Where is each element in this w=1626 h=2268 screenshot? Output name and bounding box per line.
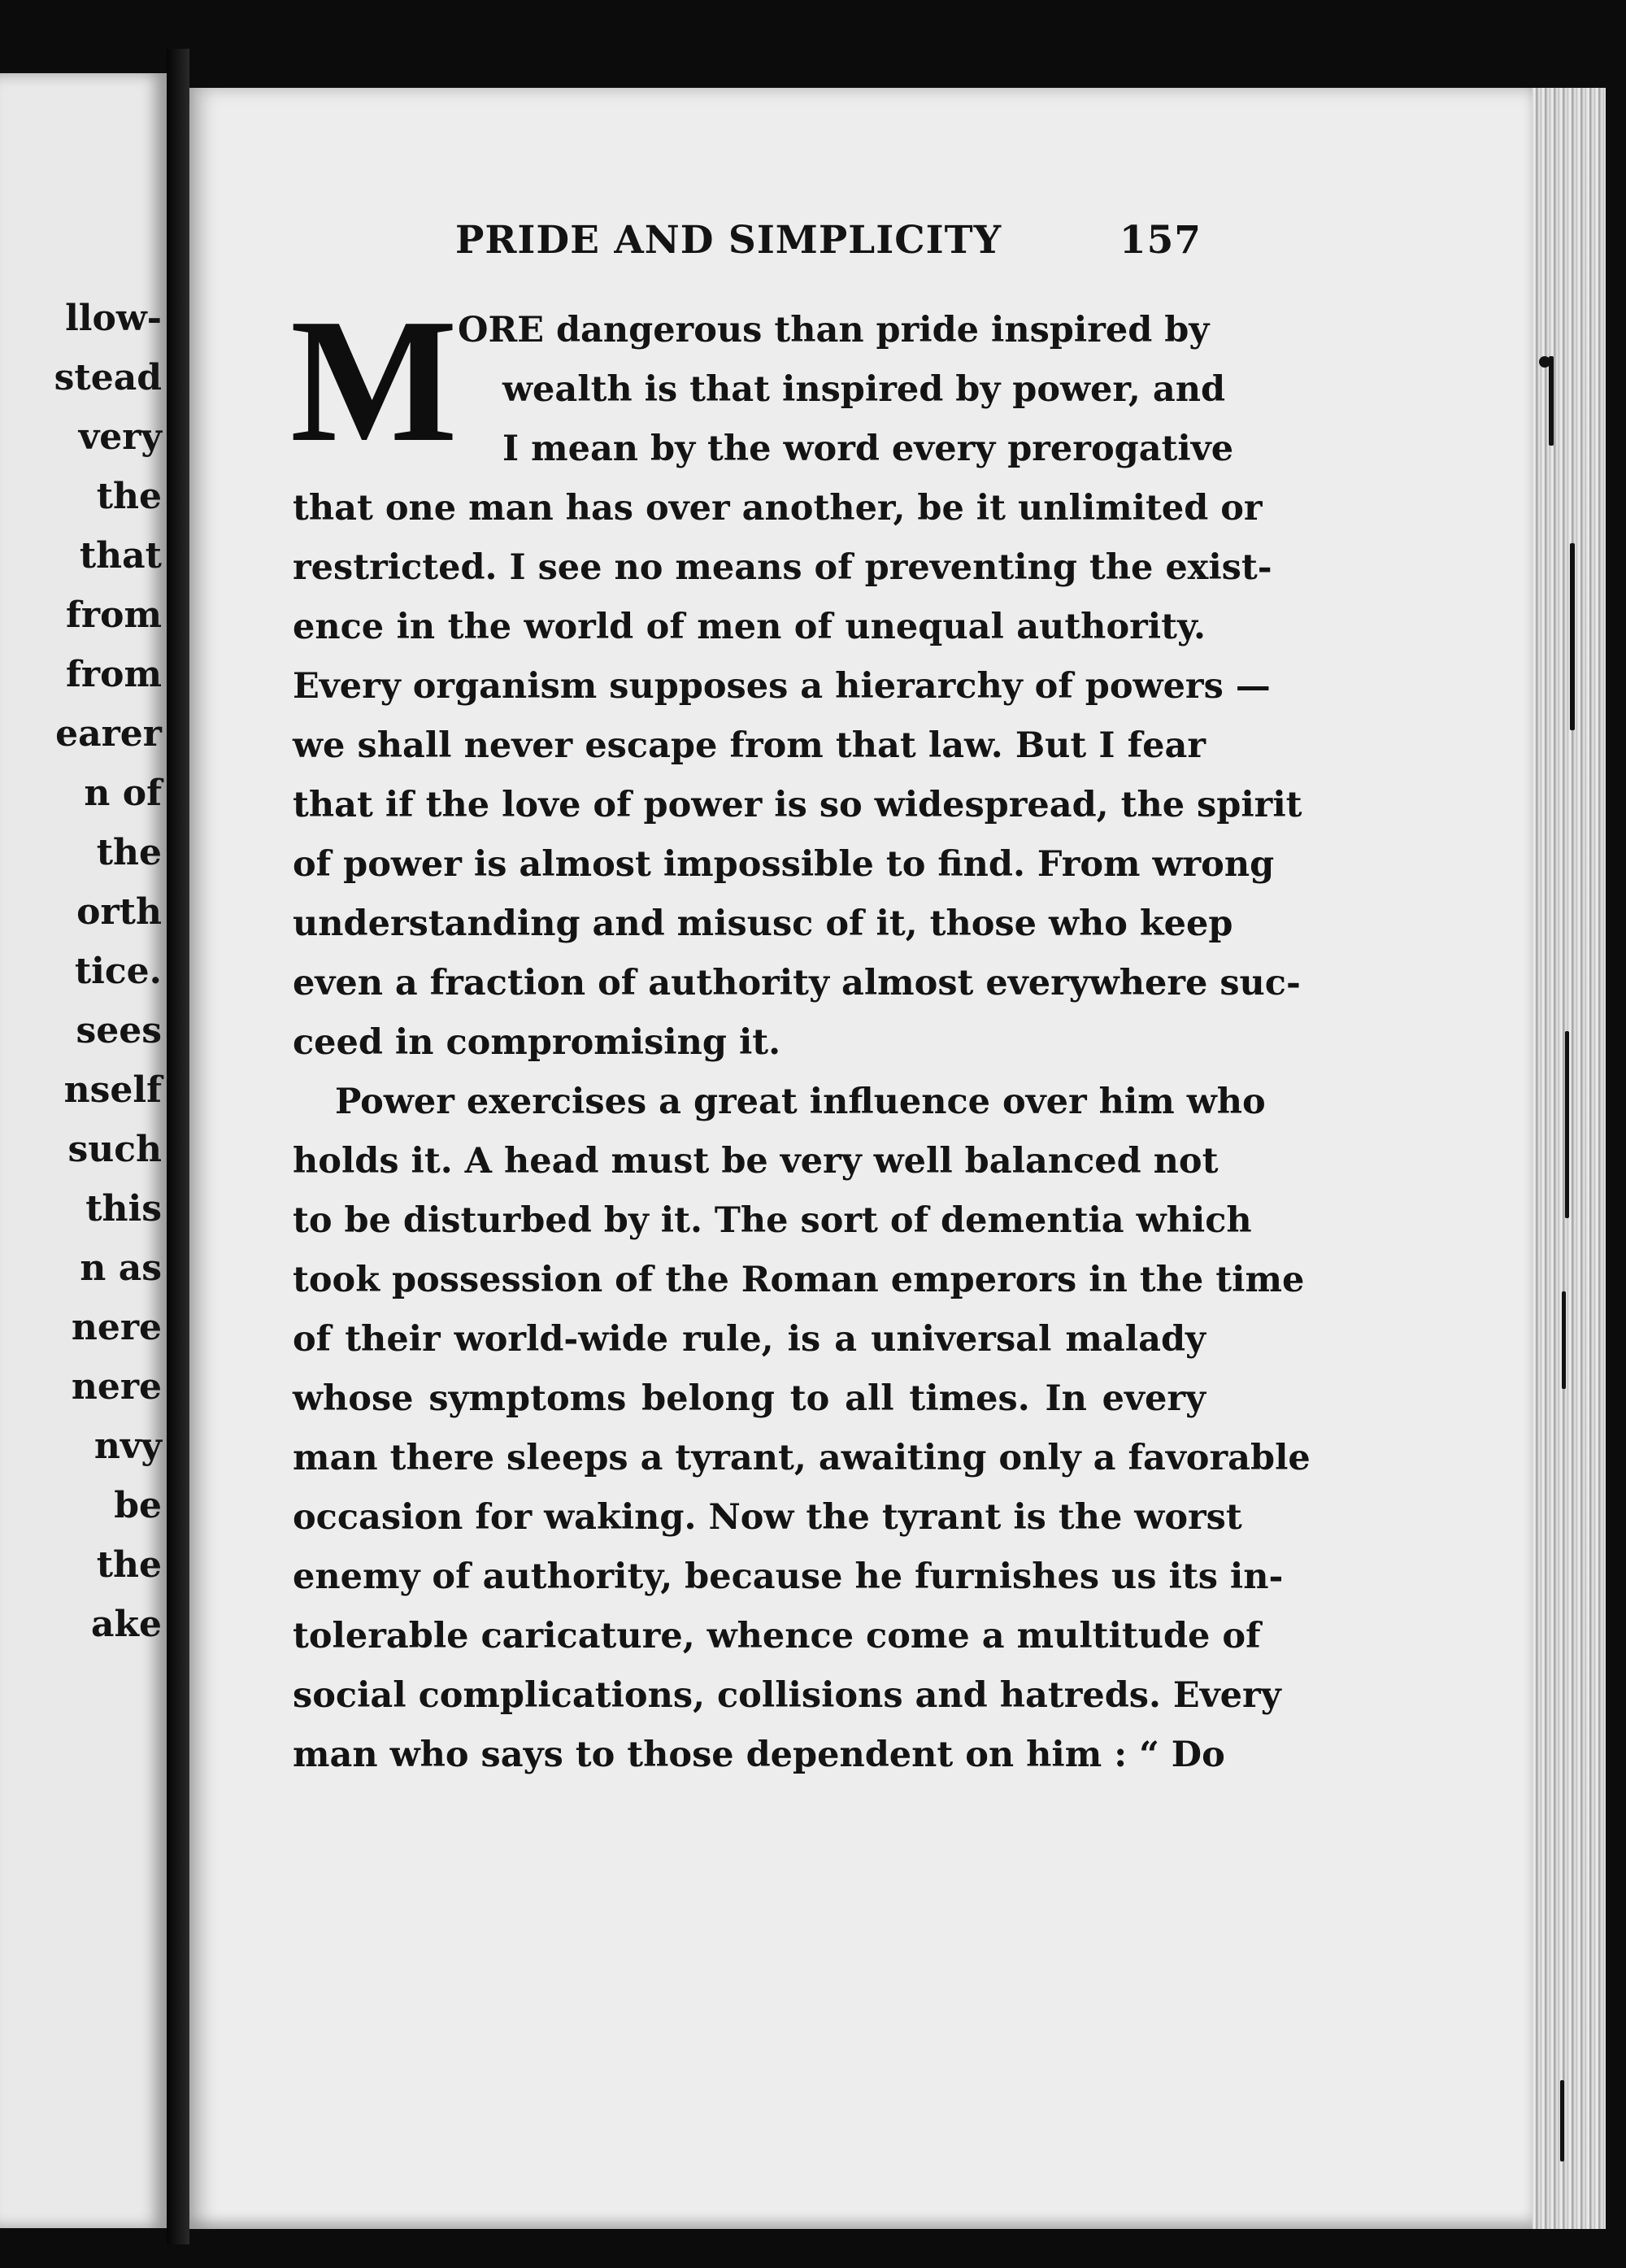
left-page-line: earer (55, 713, 162, 755)
left-page-line: such (67, 1129, 162, 1170)
left-page-line: sees (76, 1010, 162, 1051)
text-line: understanding and misusc of it, those who keep (293, 903, 1233, 944)
text-line: Power exercises a great influence over him who (335, 1082, 1266, 1122)
left-page-line: stead (54, 357, 162, 398)
left-page-line: n of (84, 773, 162, 814)
text-line: man who says to those dependent on him : “ Do (293, 1735, 1225, 1775)
left-page-line: the (96, 1544, 162, 1586)
text-line: to be disturbed by it. The sort of dementia which (293, 1200, 1252, 1241)
text-line: enemy of authority, because he furnishes us its in- (293, 1556, 1284, 1597)
left-page-line: nvy (93, 1426, 162, 1467)
text-line: whose symptoms belong to all times. In every (293, 1378, 1206, 1419)
text-line: that if the love of power is so widespread, the spirit (293, 785, 1302, 825)
left-page-line: tice. (74, 951, 162, 992)
text-line: ceed in compromising it. (293, 1022, 781, 1063)
left-page-line: the (96, 476, 162, 517)
left-page-line: llow- (65, 298, 162, 339)
text-line: even a fraction of authority almost everywhere suc- (293, 963, 1301, 1003)
left-page-line: nere (71, 1366, 162, 1408)
left-page-line: n as (80, 1247, 162, 1289)
left-page-line: that (79, 535, 162, 577)
text-line: man there sleeps a tyrant, awaiting only a favorable (293, 1438, 1311, 1478)
text-line: ORE dangerous than pride inspired by (458, 310, 1210, 350)
running-title: PRIDE AND SIMPLICITY (455, 218, 1002, 263)
left-page-line: nself (63, 1069, 162, 1111)
text-line: of their world-wide rule, is a universal malady (293, 1319, 1206, 1360)
left-page-line: from (65, 594, 162, 636)
text-line: occasion for waking. Now the tyrant is the worst (293, 1497, 1242, 1538)
left-page-line: nere (71, 1307, 162, 1348)
text-line: social complications, collisions and hatreds. Every (293, 1675, 1281, 1716)
text-line: Every organism supposes a hierarchy of powers — (293, 666, 1271, 707)
page-number: 157 (1119, 218, 1202, 263)
text-line: wealth is that inspired by power, and (502, 369, 1226, 410)
text-line: tolerable caricature, whence come a multitude of (293, 1616, 1261, 1656)
left-page-line: ake (91, 1604, 162, 1645)
text-line: ence in the world of men of unequal authority. (293, 607, 1206, 647)
left-page-line: be (114, 1485, 162, 1526)
text-line: I mean by the word every prerogative (502, 429, 1234, 469)
left-page-line: the (96, 832, 162, 873)
text-line: we shall never escape from that law. But I fear (293, 725, 1206, 766)
left-page-line: orth (76, 891, 162, 933)
text-line: holds it. A head must be very well balanced not (293, 1141, 1219, 1182)
text-line: that one man has over another, be it unlimited or (293, 488, 1263, 529)
text-line: restricted. I see no means of preventing the exist- (293, 547, 1272, 588)
text-line: took possession of the Roman emperors in the time (293, 1260, 1305, 1300)
left-page-line: this (85, 1188, 162, 1230)
left-page-line: from (65, 654, 162, 695)
text-line: of power is almost impossible to find. From wrong (293, 844, 1275, 885)
left-page-line: very (78, 416, 162, 458)
drop-cap: M (290, 283, 458, 479)
